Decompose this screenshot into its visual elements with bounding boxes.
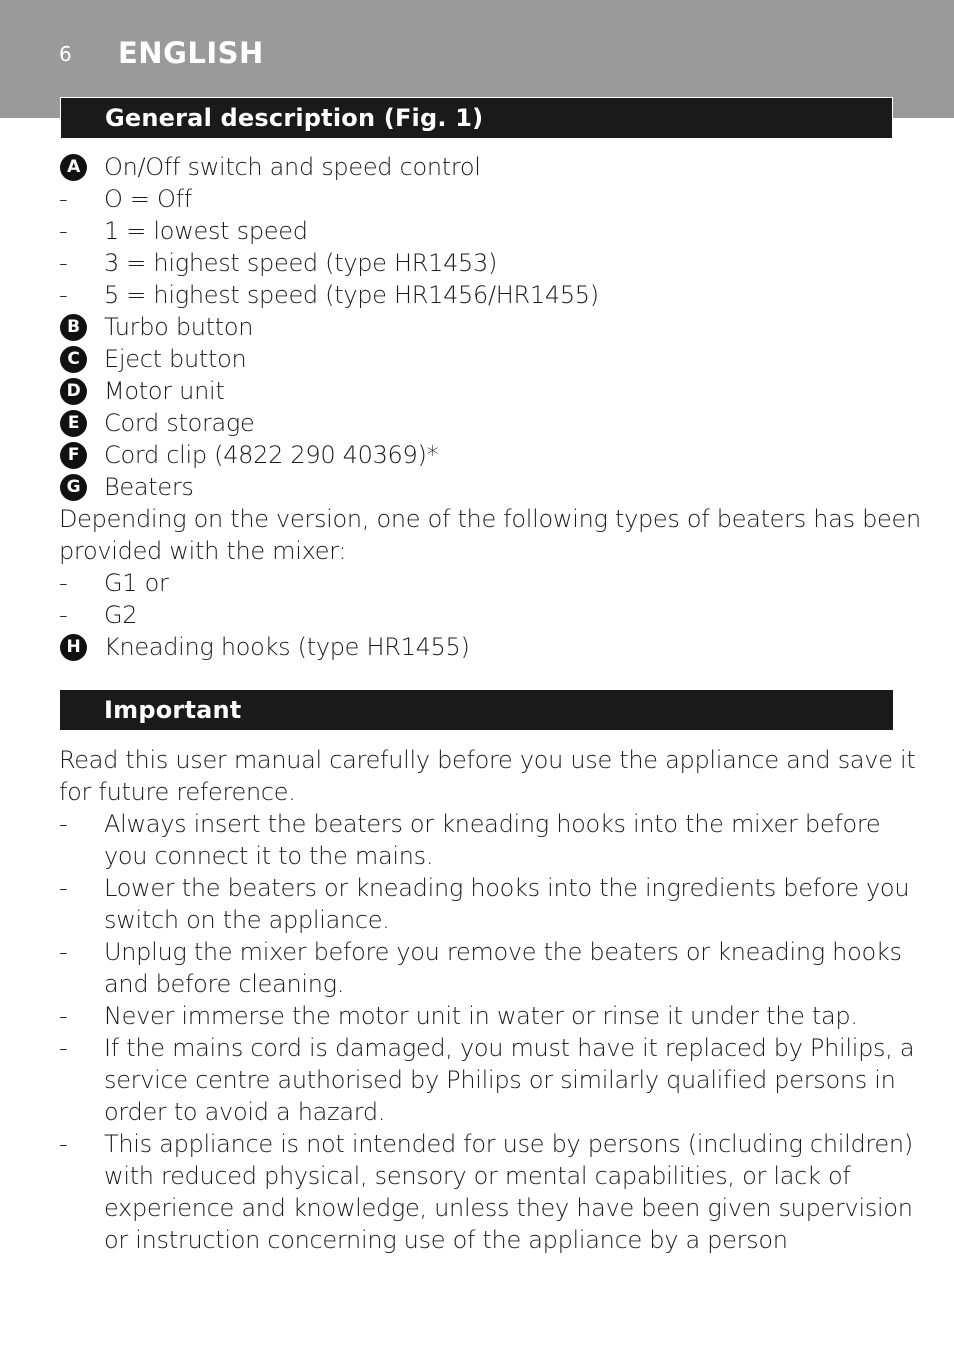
dash-bullet: -	[59, 810, 68, 838]
letter-badge-icon: H	[60, 634, 87, 661]
dash-bullet: -	[59, 217, 68, 245]
list-item-text: G2	[104, 601, 138, 629]
list-item-text: provided with the mixer:	[59, 537, 347, 565]
text-line	[59, 904, 899, 936]
list-item	[59, 215, 899, 247]
text-line-content: service centre authorised by Philips or similarly qualified persons in	[104, 1066, 896, 1094]
letter-badge-icon: D	[60, 378, 87, 405]
text-line	[59, 1128, 913, 1160]
list-item	[59, 407, 899, 439]
list-item-text: Kneading hooks (type HR1455)	[104, 633, 470, 661]
text-line-content: experience and knowledge, unless they have been given supervision	[104, 1194, 913, 1222]
text-line	[59, 1224, 899, 1256]
dash-bullet: -	[59, 601, 68, 629]
text-line	[59, 1192, 913, 1224]
list-item-text: On/Off switch and speed control	[104, 153, 481, 181]
text-line-content: switch on the appliance.	[104, 906, 390, 934]
list-item-text: 5 = highest speed (type HR1456/HR1455)	[104, 281, 599, 309]
letter-badge-icon: A	[60, 154, 87, 181]
text-line	[59, 936, 902, 968]
dash-bullet: -	[59, 281, 68, 309]
text-line-content: Read this user manual carefully before you use the appliance and save it	[59, 746, 916, 774]
list-item-text: Eject button	[104, 345, 247, 373]
section-heading-text: Important	[104, 696, 242, 724]
text-line-content: Unplug the mixer before you remove the beaters or kneading hooks	[104, 938, 902, 966]
list-item-text: Cord storage	[104, 409, 255, 437]
text-line-content: Lower the beaters or kneading hooks into the ingredients before you	[104, 874, 910, 902]
list-item	[59, 535, 899, 567]
dash-bullet: -	[59, 1130, 68, 1158]
text-line	[59, 1000, 899, 1032]
dash-bullet: -	[59, 1002, 68, 1030]
list-item-text: 1 = lowest speed	[104, 217, 308, 245]
letter-badge-icon: E	[60, 410, 87, 437]
text-line-content: order to avoid a hazard.	[104, 1098, 386, 1126]
text-line	[59, 808, 899, 840]
section-heading-text: General description (Fig. 1)	[105, 104, 484, 132]
text-line-content: or instruction concerning use of the appliance by a person	[104, 1226, 788, 1254]
list-item-text: 3 = highest speed (type HR1453)	[104, 249, 498, 277]
section-heading-general-description	[60, 97, 893, 138]
list-item	[59, 247, 899, 279]
text-line	[59, 840, 899, 872]
list-item	[59, 567, 899, 599]
dash-bullet: -	[59, 874, 68, 902]
list-item-text: Motor unit	[104, 377, 225, 405]
text-line	[59, 1032, 915, 1064]
dash-bullet: -	[59, 249, 68, 277]
letter-badge-icon: F	[60, 442, 87, 469]
dash-bullet: -	[59, 569, 68, 597]
letter-badge-icon: G	[60, 474, 87, 501]
dash-bullet: -	[59, 938, 68, 966]
list-item	[59, 151, 899, 183]
text-line-content: Never immerse the motor unit in water or rinse it under the tap.	[104, 1002, 858, 1030]
list-item-text: Depending on the version, one of the following types of beaters has been	[59, 505, 921, 533]
list-item	[59, 375, 899, 407]
dash-bullet: -	[59, 185, 68, 213]
list-item	[59, 439, 899, 471]
list-item-text: G1 or	[104, 569, 169, 597]
dash-bullet: -	[59, 1034, 68, 1062]
list-item	[59, 631, 899, 663]
text-line-content: you connect it to the mains.	[104, 842, 434, 870]
list-item-text: Beaters	[104, 473, 194, 501]
text-line-content: Always insert the beaters or kneading hooks into the mixer before	[104, 810, 881, 838]
list-item-text: Cord clip (4822 290 40369)*	[104, 441, 439, 469]
list-item-text: Turbo button	[104, 313, 254, 341]
text-line-content: If the mains cord is damaged, you must have it replaced by Philips, a	[104, 1034, 915, 1062]
list-item	[59, 279, 899, 311]
text-line	[59, 776, 899, 808]
letter-badge-icon: C	[60, 346, 87, 373]
text-line	[59, 968, 899, 1000]
list-item	[59, 599, 899, 631]
text-line	[59, 1064, 899, 1096]
text-line-content: and before cleaning.	[104, 970, 345, 998]
text-line	[59, 1160, 899, 1192]
section-heading-important	[60, 690, 893, 730]
text-line	[59, 1096, 899, 1128]
text-line	[59, 744, 916, 776]
language-heading: ENGLISH	[118, 36, 264, 70]
list-item-text: O = Off	[104, 185, 192, 213]
list-item	[59, 471, 899, 503]
list-item	[59, 503, 921, 535]
text-line-content: with reduced physical, sensory or mental capabilities, or lack of	[104, 1162, 851, 1190]
letter-badge-icon: B	[60, 314, 87, 341]
text-line	[59, 872, 910, 904]
list-item	[59, 311, 899, 343]
list-item	[59, 343, 899, 375]
text-line-content: This appliance is not intended for use by persons (including children)	[104, 1130, 913, 1158]
page-number: 6	[59, 42, 72, 66]
list-item	[59, 183, 899, 215]
text-line-content: for future reference.	[59, 778, 296, 806]
